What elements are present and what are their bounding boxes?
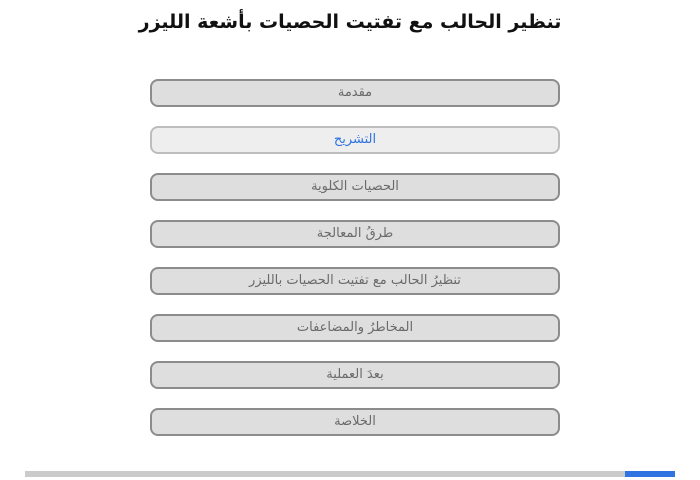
menu-item-introduction[interactable]: مقدمة — [150, 79, 560, 107]
menu-item-risks-complications[interactable]: المخاطرُ والمضاعفات — [150, 314, 560, 342]
chapter-menu — [150, 79, 560, 455]
menu-item-anatomy[interactable]: التشريح — [150, 126, 560, 154]
progress-bar — [25, 471, 675, 477]
progress-bar-fill — [625, 471, 675, 477]
menu-item-treatment-methods[interactable]: طرقُ المعالجة — [150, 220, 560, 248]
menu-item-kidney-stones[interactable]: الحصيات الكلوية — [150, 173, 560, 201]
menu-item-summary[interactable]: الخلاصة — [150, 408, 560, 436]
page-title: تنظير الحالب مع تفتيت الحصيات بأشعة الليزر — [138, 11, 562, 33]
menu-item-laser-ureteroscopy[interactable]: تنظيرُ الحالب مع تفتيت الحصيات بالليزر — [150, 267, 560, 295]
menu-item-after-surgery[interactable]: بعدَ العملية — [150, 361, 560, 389]
